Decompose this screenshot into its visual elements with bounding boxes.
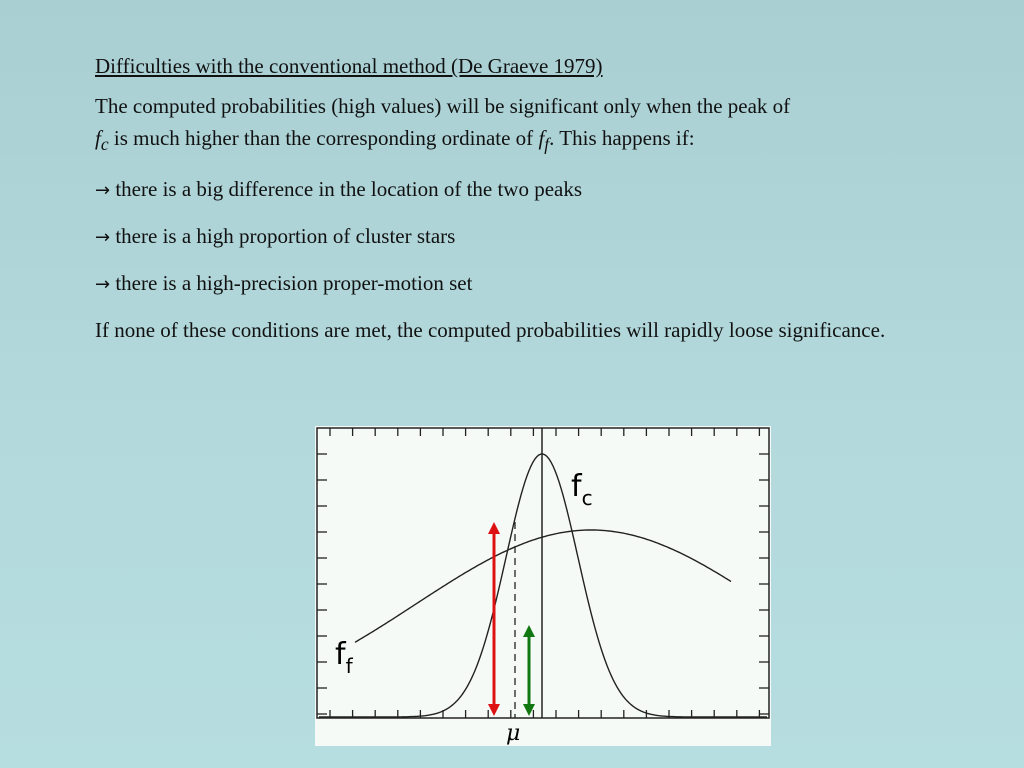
conclusion-paragraph: If none of these conditions are met, the computed probabilities will rapidly loose significance. [95, 318, 886, 343]
ff-variable: f [538, 126, 545, 150]
intro-text-2: is much higher than the corresponding ordinate of [108, 126, 539, 150]
intro-text-3: . This happens if: [549, 126, 695, 150]
bullet-text: there is a high-precision proper-motion set [110, 271, 473, 296]
fc-label: $f_c$ [571, 469, 593, 510]
bullet-precision [95, 267, 975, 301]
mu-label: μ [506, 721, 521, 746]
right-arrow-icon: → [95, 180, 111, 202]
ff-label: $f_f$ [335, 637, 353, 678]
figure-background [315, 426, 771, 746]
intro-paragraph [95, 90, 975, 160]
intro-text-1: The computed probabilities (high values) will be significant only when the peak of [95, 94, 791, 118]
bullet-text: there is a big difference in the location of the two peaks [110, 177, 583, 202]
distribution-figure [315, 426, 771, 746]
slide-text [95, 50, 975, 359]
right-arrow-icon: → [95, 274, 111, 296]
fc-variable: f [95, 126, 101, 150]
bullet-text: there is a high proportion of cluster stars [110, 224, 456, 249]
distribution-plot [315, 426, 771, 746]
ff-subscript: f [544, 134, 550, 155]
fc-subscript: c [100, 134, 109, 155]
right-arrow-icon: → [95, 227, 111, 249]
bullet-proportion [95, 220, 975, 254]
bullet-location [95, 173, 975, 207]
slide-title: Difficulties with the conventional method (De Graeve 1979) [95, 54, 603, 78]
